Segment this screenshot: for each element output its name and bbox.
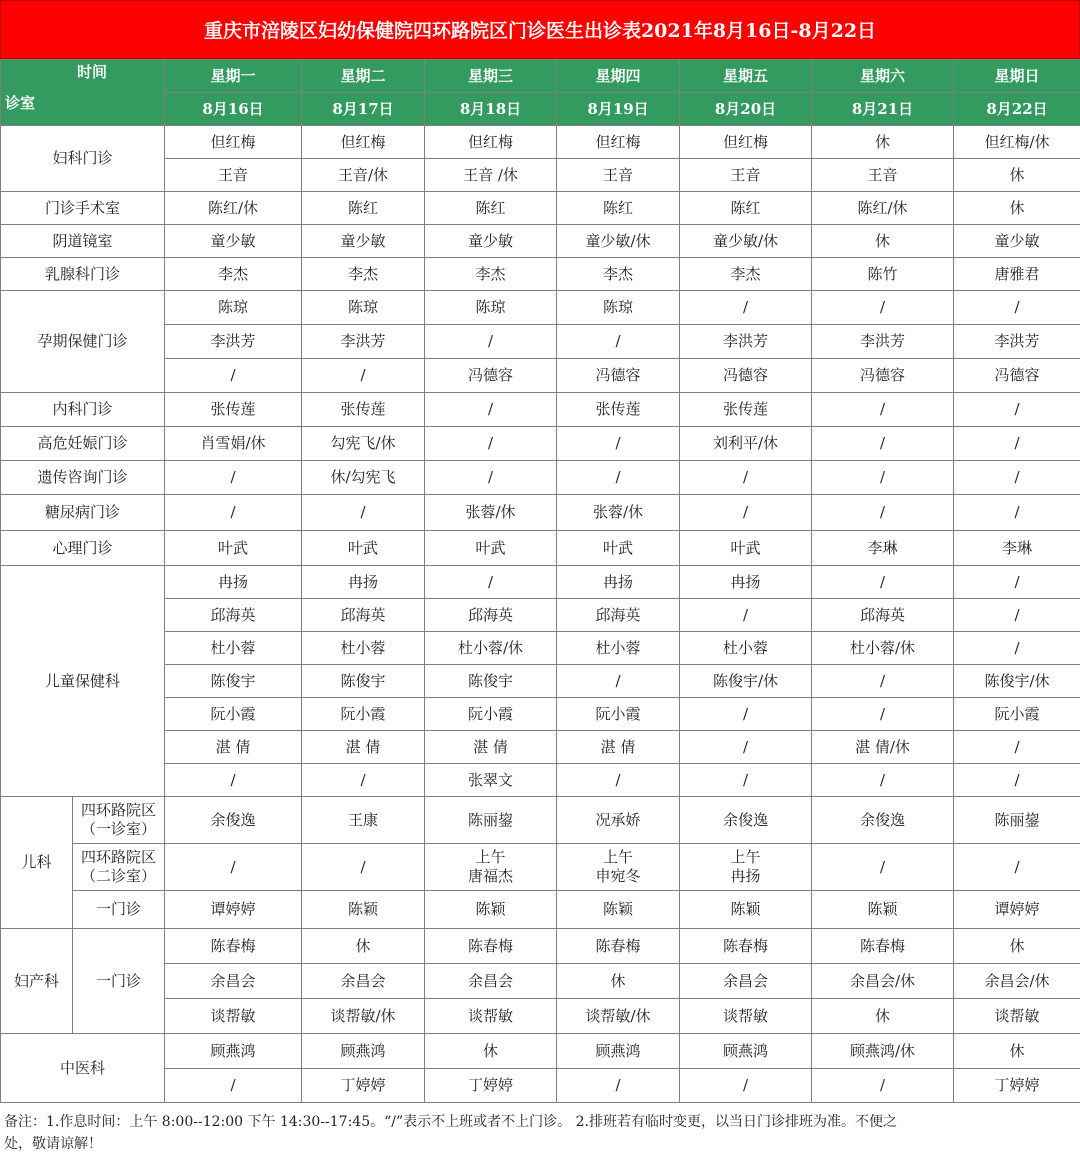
schedule-cell: / [812, 665, 954, 698]
department-label: 内科门诊 [1, 393, 165, 427]
department-label: 妇科门诊 [1, 126, 165, 192]
schedule-cell: 陈红 [302, 192, 425, 225]
schedule-cell: 陈红 [680, 192, 812, 225]
schedule-cell: 但红梅 [680, 126, 812, 159]
schedule-cell: / [165, 844, 302, 891]
table-row [1, 844, 1080, 891]
schedule-cell: / [954, 566, 1080, 599]
schedule-cell: / [302, 844, 425, 891]
date-header: 8月21日 [812, 93, 954, 126]
schedule-cell: 陈颖 [302, 891, 425, 929]
table-row [1, 531, 1080, 566]
schedule-cell: 童少敏 [165, 225, 302, 258]
schedule-cell: / [425, 427, 557, 461]
schedule-cell: 余昌会/休 [812, 964, 954, 999]
weekday-header: 星期三 [425, 60, 557, 93]
schedule-cell: 陈琼 [302, 291, 425, 325]
department-label: 门诊手术室 [1, 192, 165, 225]
schedule-cell: 王音 [557, 159, 680, 192]
schedule-cell: 张传莲 [680, 393, 812, 427]
schedule-cell: / [680, 291, 812, 325]
schedule-cell: 冉扬 [165, 566, 302, 599]
schedule-cell: / [954, 291, 1080, 325]
sub-department-label: 四环路院区（二诊室） [73, 844, 165, 891]
schedule-cell: 王音/休 [302, 159, 425, 192]
schedule-cell: 谈帮敏 [954, 999, 1080, 1034]
schedule-cell: 余俊逸 [165, 797, 302, 844]
schedule-cell: 冉扬 [302, 566, 425, 599]
schedule-cell: 张蓉/休 [425, 495, 557, 531]
schedule-cell: 童少敏 [954, 225, 1080, 258]
schedule-cell: 邱海英 [165, 599, 302, 632]
schedule-cell: 冯德容 [812, 359, 954, 393]
schedule-cell: 顾燕鸿 [165, 1034, 302, 1069]
schedule-cell: 丁婷婷 [425, 1069, 557, 1103]
schedule-cell: 但红梅/休 [954, 126, 1080, 159]
schedule-cell: 阮小霞 [165, 698, 302, 731]
schedule-cell: 但红梅 [302, 126, 425, 159]
schedule-cell: 叶武 [557, 531, 680, 566]
department-label: 心理门诊 [1, 531, 165, 566]
schedule-cell: 陈春梅 [425, 929, 557, 964]
schedule-cell: 童少敏/休 [680, 225, 812, 258]
department-label: 乳腺科门诊 [1, 258, 165, 291]
department-label: 儿科 [1, 797, 73, 929]
schedule-cell: 陈丽鋆 [425, 797, 557, 844]
schedule-cell: / [557, 665, 680, 698]
schedule-cell: 休 [557, 964, 680, 999]
schedule-cell: 陈春梅 [812, 929, 954, 964]
date-header: 8月18日 [425, 93, 557, 126]
schedule-cell: 但红梅 [557, 126, 680, 159]
schedule-cell: 休 [954, 929, 1080, 964]
schedule-cell: 陈俊宇 [425, 665, 557, 698]
table-row [1, 192, 1080, 225]
schedule-cell: / [954, 427, 1080, 461]
schedule-cell: / [954, 495, 1080, 531]
table-row [1, 566, 1080, 599]
schedule-cell: 湛 倩/休 [812, 731, 954, 764]
schedule-cell: / [425, 566, 557, 599]
schedule-cell: 肖雪娟/休 [165, 427, 302, 461]
schedule-cell: 上午 冉扬 [680, 844, 812, 891]
schedule-cell: 刘利平/休 [680, 427, 812, 461]
schedule-cell: / [302, 359, 425, 393]
schedule-cell: 李洪芳 [812, 325, 954, 359]
schedule-cell: 陈春梅 [165, 929, 302, 964]
schedule-cell: 休/勾宪飞 [302, 461, 425, 495]
schedule-cell: 冯德容 [680, 359, 812, 393]
schedule-cell: 陈丽鋆 [954, 797, 1080, 844]
schedule-cell: / [812, 495, 954, 531]
schedule-cell: / [557, 325, 680, 359]
schedule-cell: 上午 唐福杰 [425, 844, 557, 891]
schedule-cell: / [425, 325, 557, 359]
department-label: 孕期保健门诊 [1, 291, 165, 393]
schedule-cell: 休 [812, 225, 954, 258]
schedule-cell: 邱海英 [302, 599, 425, 632]
schedule-cell: 李杰 [425, 258, 557, 291]
schedule-cell: 李杰 [165, 258, 302, 291]
table-row [1, 891, 1080, 929]
schedule-cell: / [812, 427, 954, 461]
schedule-cell: / [425, 461, 557, 495]
schedule-cell: 李杰 [680, 258, 812, 291]
schedule-cell: 余俊逸 [680, 797, 812, 844]
schedule-cell: 休 [954, 159, 1080, 192]
schedule-cell: / [812, 1069, 954, 1103]
date-header: 8月16日 [165, 93, 302, 126]
weekday-header: 星期一 [165, 60, 302, 93]
header-corner [1, 60, 165, 126]
schedule-cell: 陈琼 [557, 291, 680, 325]
schedule-cell: / [954, 461, 1080, 495]
schedule-cell: 余昌会 [165, 964, 302, 999]
schedule-cell: 陈俊宇 [302, 665, 425, 698]
schedule-cell: / [557, 427, 680, 461]
schedule-cell: 杜小蓉/休 [812, 632, 954, 665]
department-label: 中医科 [1, 1034, 165, 1103]
schedule-cell: / [165, 359, 302, 393]
schedule-cell: 陈俊宇/休 [954, 665, 1080, 698]
schedule-cell: 唐雅君 [954, 258, 1080, 291]
date-header: 8月22日 [954, 93, 1080, 126]
schedule-cell: / [680, 731, 812, 764]
schedule-cell: 陈红 [425, 192, 557, 225]
schedule-cell: 叶武 [680, 531, 812, 566]
schedule-cell: 陈红 [557, 192, 680, 225]
schedule-cell: 王音 [680, 159, 812, 192]
schedule-cell: 阮小霞 [557, 698, 680, 731]
schedule-cell: / [680, 495, 812, 531]
schedule-cell: 王音 [165, 159, 302, 192]
table-row [1, 929, 1080, 964]
schedule-cell: 顾燕鸿 [680, 1034, 812, 1069]
schedule-cell: 杜小蓉 [680, 632, 812, 665]
schedule-cell: 陈颖 [680, 891, 812, 929]
schedule-cell: / [557, 1069, 680, 1103]
schedule-cell: 湛 倩 [425, 731, 557, 764]
schedule-cell: 谈帮敏 [425, 999, 557, 1034]
schedule-cell: 湛 倩 [302, 731, 425, 764]
table-row [1, 461, 1080, 495]
date-header: 8月19日 [557, 93, 680, 126]
schedule-cell: 冉扬 [557, 566, 680, 599]
schedule-cell: / [165, 495, 302, 531]
table-row [1, 495, 1080, 531]
schedule-cell: 杜小蓉 [557, 632, 680, 665]
table-row [1, 225, 1080, 258]
schedule-cell: / [557, 461, 680, 495]
schedule-cell: / [680, 599, 812, 632]
schedule-cell: 叶武 [165, 531, 302, 566]
schedule-cell: 冉扬 [680, 566, 812, 599]
schedule-cell: 陈俊宇/休 [680, 665, 812, 698]
schedule-cell: 陈红/休 [165, 192, 302, 225]
footnote [4, 1111, 1076, 1155]
schedule-cell: 阮小霞 [954, 698, 1080, 731]
schedule-cell: 但红梅 [425, 126, 557, 159]
schedule-cell: 湛 倩 [165, 731, 302, 764]
schedule-cell: 休 [425, 1034, 557, 1069]
schedule-cell: 休 [812, 126, 954, 159]
weekday-header: 星期四 [557, 60, 680, 93]
schedule-cell: 冯德容 [954, 359, 1080, 393]
sub-department-label: 一门诊 [73, 929, 165, 1034]
corner-time-label: 时间 [77, 63, 108, 81]
schedule-cell: / [954, 599, 1080, 632]
schedule-cell: 阮小霞 [425, 698, 557, 731]
schedule-cell: 但红梅 [165, 126, 302, 159]
table-row [1, 126, 1080, 159]
weekday-header: 星期二 [302, 60, 425, 93]
schedule-cell: 李杰 [302, 258, 425, 291]
schedule-cell: 李琳 [812, 531, 954, 566]
department-label: 儿童保健科 [1, 566, 165, 797]
schedule-cell: 顾燕鸿 [557, 1034, 680, 1069]
schedule-cell: / [954, 764, 1080, 797]
schedule-cell: 余昌会 [680, 964, 812, 999]
table-row [1, 1034, 1080, 1069]
schedule-cell: / [812, 461, 954, 495]
footnote-line: 备注：1.作息时间：上午 8:00--12:00 下午 14:30--17:45。“/”表示不上班或者不上门诊。 2.排班若有临时变更，以当日门诊排班为准。不便之 [4, 1114, 897, 1130]
schedule-cell: 张蓉/休 [557, 495, 680, 531]
schedule-cell: 陈春梅 [557, 929, 680, 964]
sub-department-label: 一门诊 [73, 891, 165, 929]
table-row [1, 427, 1080, 461]
schedule-cell: 陈琼 [425, 291, 557, 325]
schedule-cell: / [954, 844, 1080, 891]
schedule-cell: 张传莲 [557, 393, 680, 427]
schedule-cell: 王康 [302, 797, 425, 844]
schedule-cell: 邱海英 [425, 599, 557, 632]
schedule-cell: / [680, 1069, 812, 1103]
schedule-cell: 杜小蓉/休 [425, 632, 557, 665]
schedule-cell: / [812, 698, 954, 731]
schedule-cell: 陈竹 [812, 258, 954, 291]
department-label: 妇产科 [1, 929, 73, 1034]
schedule-cell: 李洪芳 [302, 325, 425, 359]
schedule-cell: / [680, 698, 812, 731]
schedule-cell: / [954, 731, 1080, 764]
schedule-cell: 叶武 [302, 531, 425, 566]
schedule-cell: 冯德容 [557, 359, 680, 393]
schedule-cell: 张翠文 [425, 764, 557, 797]
table-row [1, 797, 1080, 844]
schedule-cell: / [812, 393, 954, 427]
department-label: 遗传咨询门诊 [1, 461, 165, 495]
schedule-cell: 李洪芳 [165, 325, 302, 359]
schedule-cell: 余昌会 [425, 964, 557, 999]
corner-room-label: 诊室 [5, 94, 36, 112]
schedule-cell: 杜小蓉 [165, 632, 302, 665]
schedule-cell: 谈帮敏/休 [557, 999, 680, 1034]
schedule-cell: 休 [812, 999, 954, 1034]
schedule-cell: 李洪芳 [954, 325, 1080, 359]
schedule-cell: / [425, 393, 557, 427]
schedule-cell: 童少敏/休 [557, 225, 680, 258]
schedule-cell: / [812, 291, 954, 325]
table-row [1, 393, 1080, 427]
schedule-cell: 勾宪飞/休 [302, 427, 425, 461]
table-row [1, 258, 1080, 291]
schedule-cell: 李杰 [557, 258, 680, 291]
schedule-cell: 丁婷婷 [954, 1069, 1080, 1103]
schedule-cell: 张传莲 [302, 393, 425, 427]
page-title: 重庆市涪陵区妇幼保健院四环路院区门诊医生出诊表2021年8月16日-8月22日 [0, 0, 1080, 59]
schedule-cell: 休 [302, 929, 425, 964]
schedule-cell: 童少敏 [302, 225, 425, 258]
schedule-cell: 谭婷婷 [165, 891, 302, 929]
schedule-cell: 阮小霞 [302, 698, 425, 731]
schedule-cell: 李洪芳 [680, 325, 812, 359]
schedule-cell: 余俊逸 [812, 797, 954, 844]
schedule-cell: 李琳 [954, 531, 1080, 566]
schedule-cell: 王音 /休 [425, 159, 557, 192]
weekday-header: 星期六 [812, 60, 954, 93]
schedule-cell: 邱海英 [812, 599, 954, 632]
schedule-cell: / [557, 764, 680, 797]
department-label: 阴道镜室 [1, 225, 165, 258]
schedule-cell: / [680, 461, 812, 495]
schedule-cell: 冯德容 [425, 359, 557, 393]
schedule-cell: 张传莲 [165, 393, 302, 427]
schedule-cell: / [812, 844, 954, 891]
date-header: 8月17日 [302, 93, 425, 126]
department-label: 糖尿病门诊 [1, 495, 165, 531]
schedule-cell: 童少敏 [425, 225, 557, 258]
schedule-cell: / [954, 393, 1080, 427]
schedule-cell: 叶武 [425, 531, 557, 566]
schedule-cell: 陈俊宇 [165, 665, 302, 698]
schedule-cell: / [954, 632, 1080, 665]
schedule-cell: 休 [954, 1034, 1080, 1069]
schedule-cell: / [165, 1069, 302, 1103]
schedule-cell: / [302, 495, 425, 531]
schedule-cell: 余昌会/休 [954, 964, 1080, 999]
footnote-line: 处，敬请谅解！ [4, 1136, 102, 1152]
date-header: 8月20日 [680, 93, 812, 126]
weekday-header: 星期五 [680, 60, 812, 93]
schedule-cell: 陈颖 [425, 891, 557, 929]
schedule-cell: / [812, 764, 954, 797]
schedule-cell: 陈琼 [165, 291, 302, 325]
schedule-cell: 上午 申宛冬 [557, 844, 680, 891]
schedule-cell: / [680, 764, 812, 797]
schedule-cell: 况承娇 [557, 797, 680, 844]
schedule-cell: 顾燕鸿/休 [812, 1034, 954, 1069]
schedule-cell: 陈颖 [812, 891, 954, 929]
schedule-cell: 杜小蓉 [302, 632, 425, 665]
schedule-cell: 陈颖 [557, 891, 680, 929]
schedule-cell: 湛 倩 [557, 731, 680, 764]
header-weekday-row [1, 60, 1080, 93]
schedule-cell: 休 [954, 192, 1080, 225]
sub-department-label: 四环路院区（一诊室） [73, 797, 165, 844]
schedule-cell: / [302, 764, 425, 797]
schedule-cell: 谈帮敏 [165, 999, 302, 1034]
schedule-cell: 谈帮敏/休 [302, 999, 425, 1034]
schedule-cell: 丁婷婷 [302, 1069, 425, 1103]
schedule-cell: 陈红/休 [812, 192, 954, 225]
schedule-cell: / [812, 566, 954, 599]
schedule-cell: 谭婷婷 [954, 891, 1080, 929]
schedule-cell: 谈帮敏 [680, 999, 812, 1034]
schedule-cell: 余昌会 [302, 964, 425, 999]
weekday-header: 星期日 [954, 60, 1080, 93]
table-row [1, 291, 1080, 325]
schedule-table [0, 59, 1080, 1103]
schedule-cell: 王音 [812, 159, 954, 192]
schedule-cell: 顾燕鸿 [302, 1034, 425, 1069]
schedule-cell: / [165, 461, 302, 495]
schedule-cell: / [165, 764, 302, 797]
department-label: 高危妊娠门诊 [1, 427, 165, 461]
schedule-cell: 陈春梅 [680, 929, 812, 964]
schedule-cell: 邱海英 [557, 599, 680, 632]
